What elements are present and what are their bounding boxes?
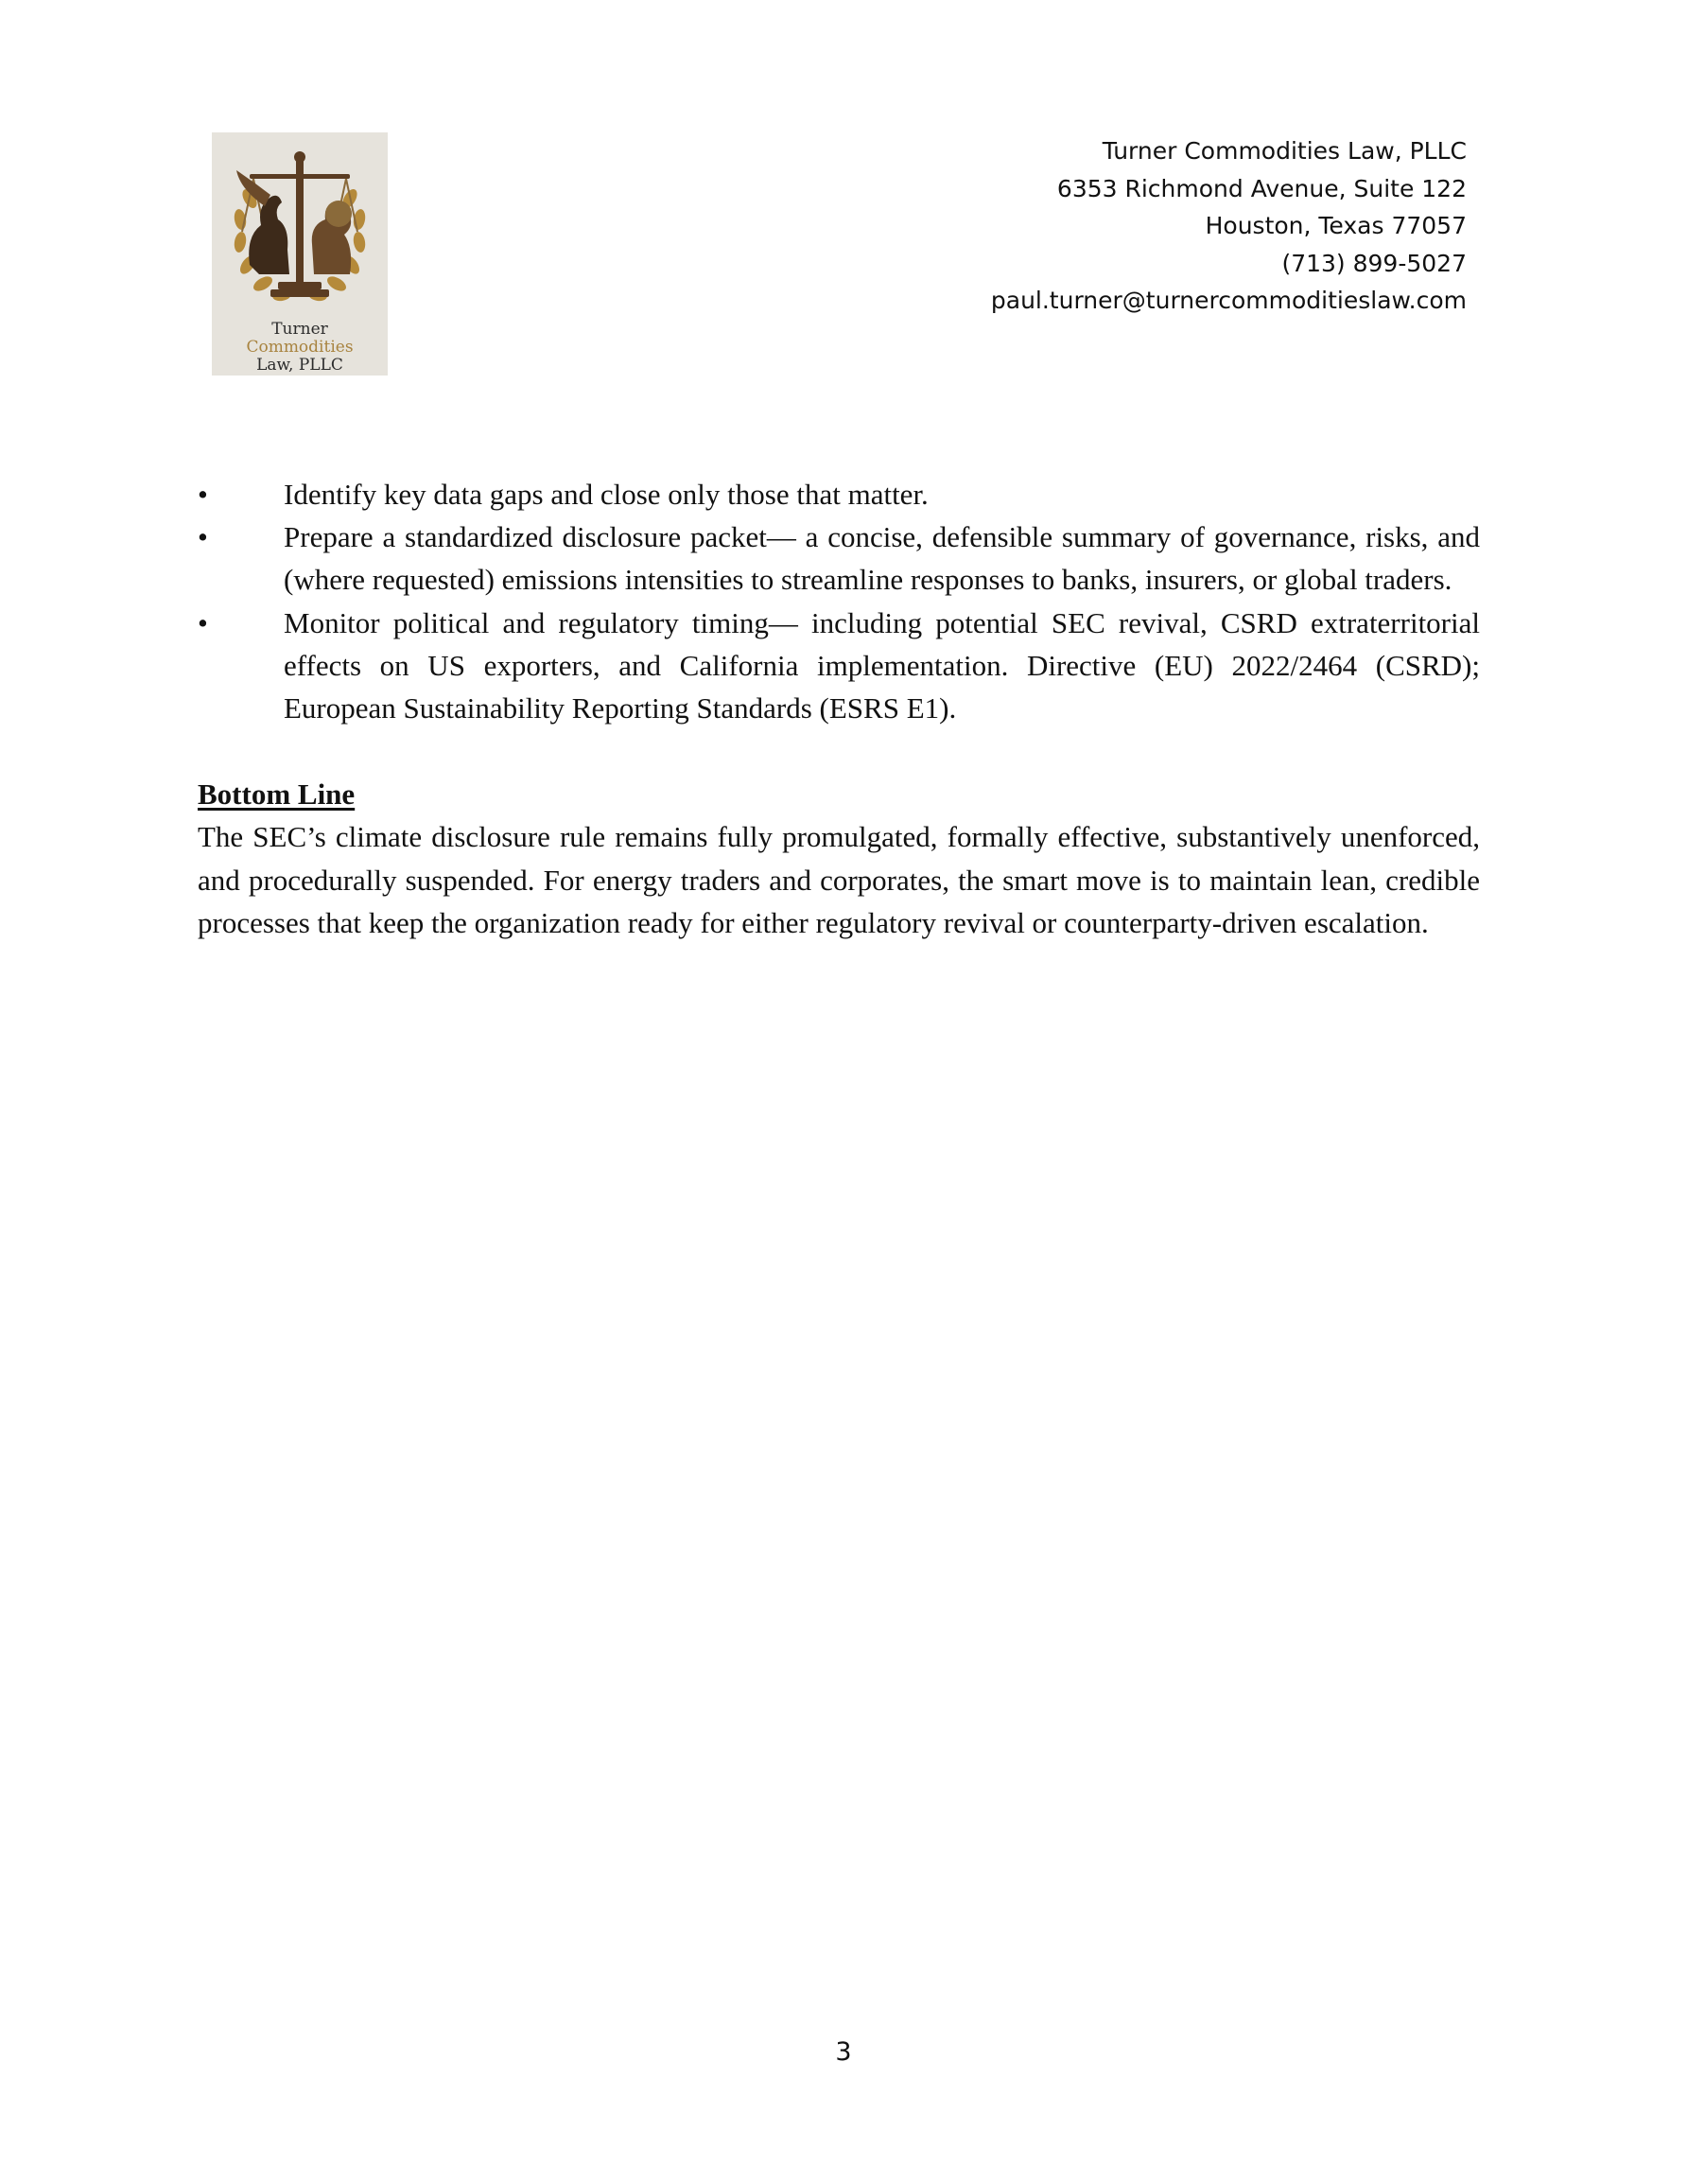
list-item xyxy=(198,515,1480,601)
list-item xyxy=(198,473,1480,515)
recommendation-list xyxy=(198,473,1480,729)
logo-text-turner: Turner xyxy=(271,320,328,339)
bullet-icon: • xyxy=(198,605,208,639)
city-state-zip: Houston, Texas 77057 xyxy=(1205,212,1467,239)
scales-of-justice-icon xyxy=(212,132,388,322)
list-item-text: Prepare a standardized disclosure packet— a concise, defensible summary of governance, risks, and (where requested) emissions intensities to streamline responses to banks, insurers, or global traders. xyxy=(284,520,1480,597)
list-item-text: Monitor political and regulatory timing— including potential SEC revival, CSRD extraterritorial effects on US exporters, and California implementation. Directive (EU) 2022/2464 (CSRD); European Sustainability Reporting Standards (ESRS E1). xyxy=(284,605,1480,725)
page-number: 3 xyxy=(835,2037,852,2067)
list-item xyxy=(198,602,1480,730)
letterhead-address-block xyxy=(991,132,1467,320)
bottom-line-paragraph: The SEC’s climate disclosure rule remains fully promulgated, formally effective, substantively unenforced, and procedurally suspended. For energy traders and corporates, the smart move is to maintain lean, credible processes that keep the organization ready for either regulatory revival or counterparty-driven escalation. xyxy=(198,820,1480,939)
bottom-line-heading: Bottom Line xyxy=(198,778,356,812)
firm-logo xyxy=(212,132,388,376)
street-address: 6353 Richmond Avenue, Suite 122 xyxy=(1056,174,1467,202)
firm-name: Turner Commodities Law, PLLC xyxy=(1102,137,1467,165)
logo-text-commodities: Commodities xyxy=(246,338,354,357)
document-body xyxy=(198,473,1480,944)
email-address[interactable]: paul.turner@turnercommoditieslaw.com xyxy=(990,287,1467,314)
logo-text-law-pllc: Law, PLLC xyxy=(256,356,343,375)
bullet-icon: • xyxy=(198,478,208,511)
list-item-text: Identify key data gaps and close only those that matter. xyxy=(284,478,929,511)
phone-number: (713) 899-5027 xyxy=(1281,249,1467,277)
bullet-icon: • xyxy=(198,520,208,554)
